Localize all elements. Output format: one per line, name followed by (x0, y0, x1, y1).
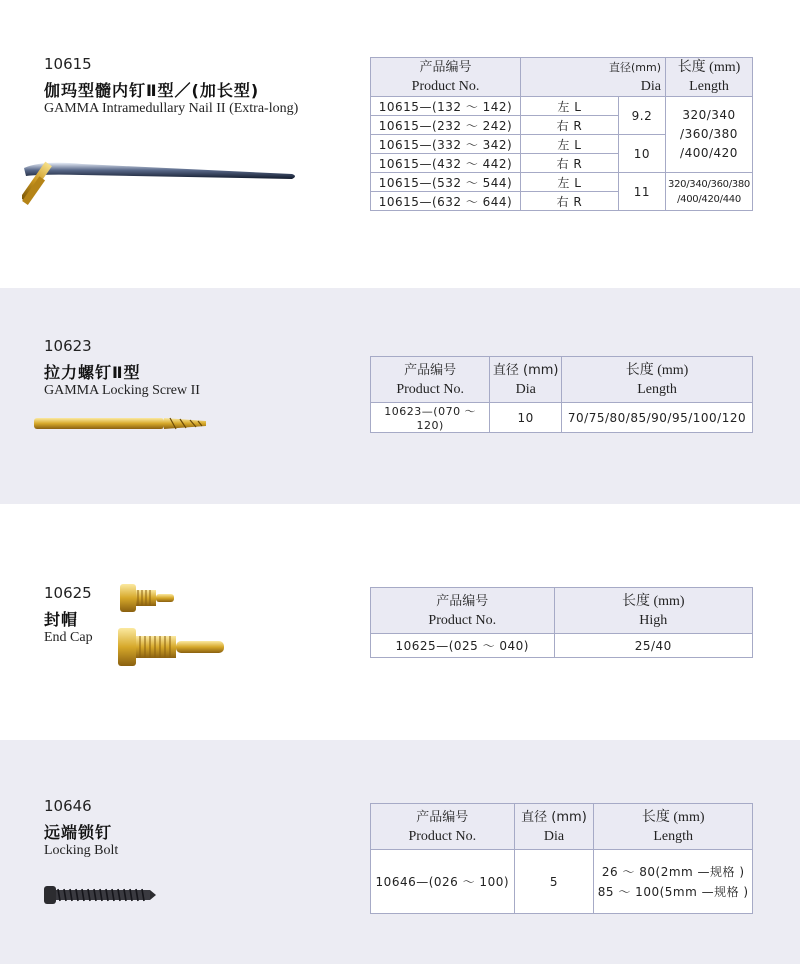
length-cell: 25/40 (554, 634, 752, 658)
header-product: 产品编号 Product No. (371, 357, 490, 403)
product-code: 10625 (44, 584, 92, 602)
table-row-no: 10615—(332 ～ 342) (371, 135, 521, 154)
product-name-cn: 封帽 (44, 610, 79, 629)
side-cell: 右 R (521, 154, 619, 173)
side-cell: 左 L (521, 135, 619, 154)
table-row-no: 10615—(432 ～ 442) (371, 154, 521, 173)
table-row-no: 10615—(532 ～ 544) (371, 173, 521, 192)
product-name-en: Locking Bolt (44, 843, 119, 858)
table-row-no: 10615—(132 ～ 142) (371, 97, 521, 116)
header-length: 长度 (mm) Length (594, 804, 753, 850)
table-row-no: 10625—(025 ～ 040) (371, 634, 555, 658)
end-cap-image (114, 580, 234, 670)
header-length: 长度 (mm) Length (666, 58, 753, 97)
length-cell: 70/75/80/85/90/95/100/120 (562, 403, 753, 433)
header-dia: 直径 (mm) Dia (514, 804, 594, 850)
dia-cell: 10 (618, 135, 665, 173)
intramedullary-nail-image (22, 146, 302, 212)
header-length: 长度 (mm) High (554, 588, 752, 634)
side-cell: 左 L (521, 97, 619, 116)
table-row-no: 10615—(632 ～ 644) (371, 192, 521, 211)
header-length: 长度 (mm) Length (562, 357, 753, 403)
product-code: 10615 (44, 55, 92, 73)
product-name-cn: 伽玛型髓内钉Ⅱ型／(加长型) (44, 81, 260, 100)
dia-cell: 10 (490, 403, 562, 433)
product-name-en: GAMMA Locking Screw II (44, 383, 200, 398)
locking-screw-image (30, 412, 210, 436)
table-row-no: 10615—(232 ～ 242) (371, 116, 521, 135)
product-name-cn: 远端锁钉 (44, 823, 113, 842)
product-name-en: GAMMA Intramedullary Nail II (Extra-long) (44, 101, 299, 116)
header-product: 产品编号 Product No. (371, 804, 515, 850)
table-row-no: 10646—(026 ～ 100) (371, 850, 515, 914)
spec-table-10623 (370, 356, 753, 433)
header-dia: 直径 (mm) Dia (490, 357, 562, 403)
spec-table-10625 (370, 587, 753, 658)
spec-table-10646 (370, 803, 753, 914)
header-product: 产品编号 Product No. (371, 588, 555, 634)
length-cell (594, 850, 753, 914)
header-dia: 直径(mm) Dia (521, 58, 666, 97)
length-cell: 320/340 /360/380 /400/420 (666, 97, 753, 173)
header-product: 产品编号 Product No. (371, 58, 521, 97)
product-name-en: End Cap (44, 630, 93, 645)
side-cell: 左 L (521, 173, 619, 192)
dia-cell: 11 (618, 173, 665, 211)
table-row-no: 10623—(070 ～ 120) (371, 403, 490, 433)
spec-table-10615 (370, 57, 753, 211)
product-name-cn: 拉力螺钉Ⅱ型 (44, 363, 141, 382)
length-cell: 320/340/360/380 /400/420/440 (666, 173, 753, 211)
product-code: 10623 (44, 337, 92, 355)
side-cell: 右 R (521, 116, 619, 135)
length-line: 85 ～ 100(5mm —规格 ) (597, 884, 749, 899)
length-line: 26 ～ 80(2mm —规格 ) (601, 864, 745, 879)
dia-cell: 5 (514, 850, 594, 914)
locking-bolt-image (40, 882, 160, 908)
side-cell: 右 R (521, 192, 619, 211)
product-code: 10646 (44, 797, 92, 815)
dia-cell: 9.2 (618, 97, 665, 135)
